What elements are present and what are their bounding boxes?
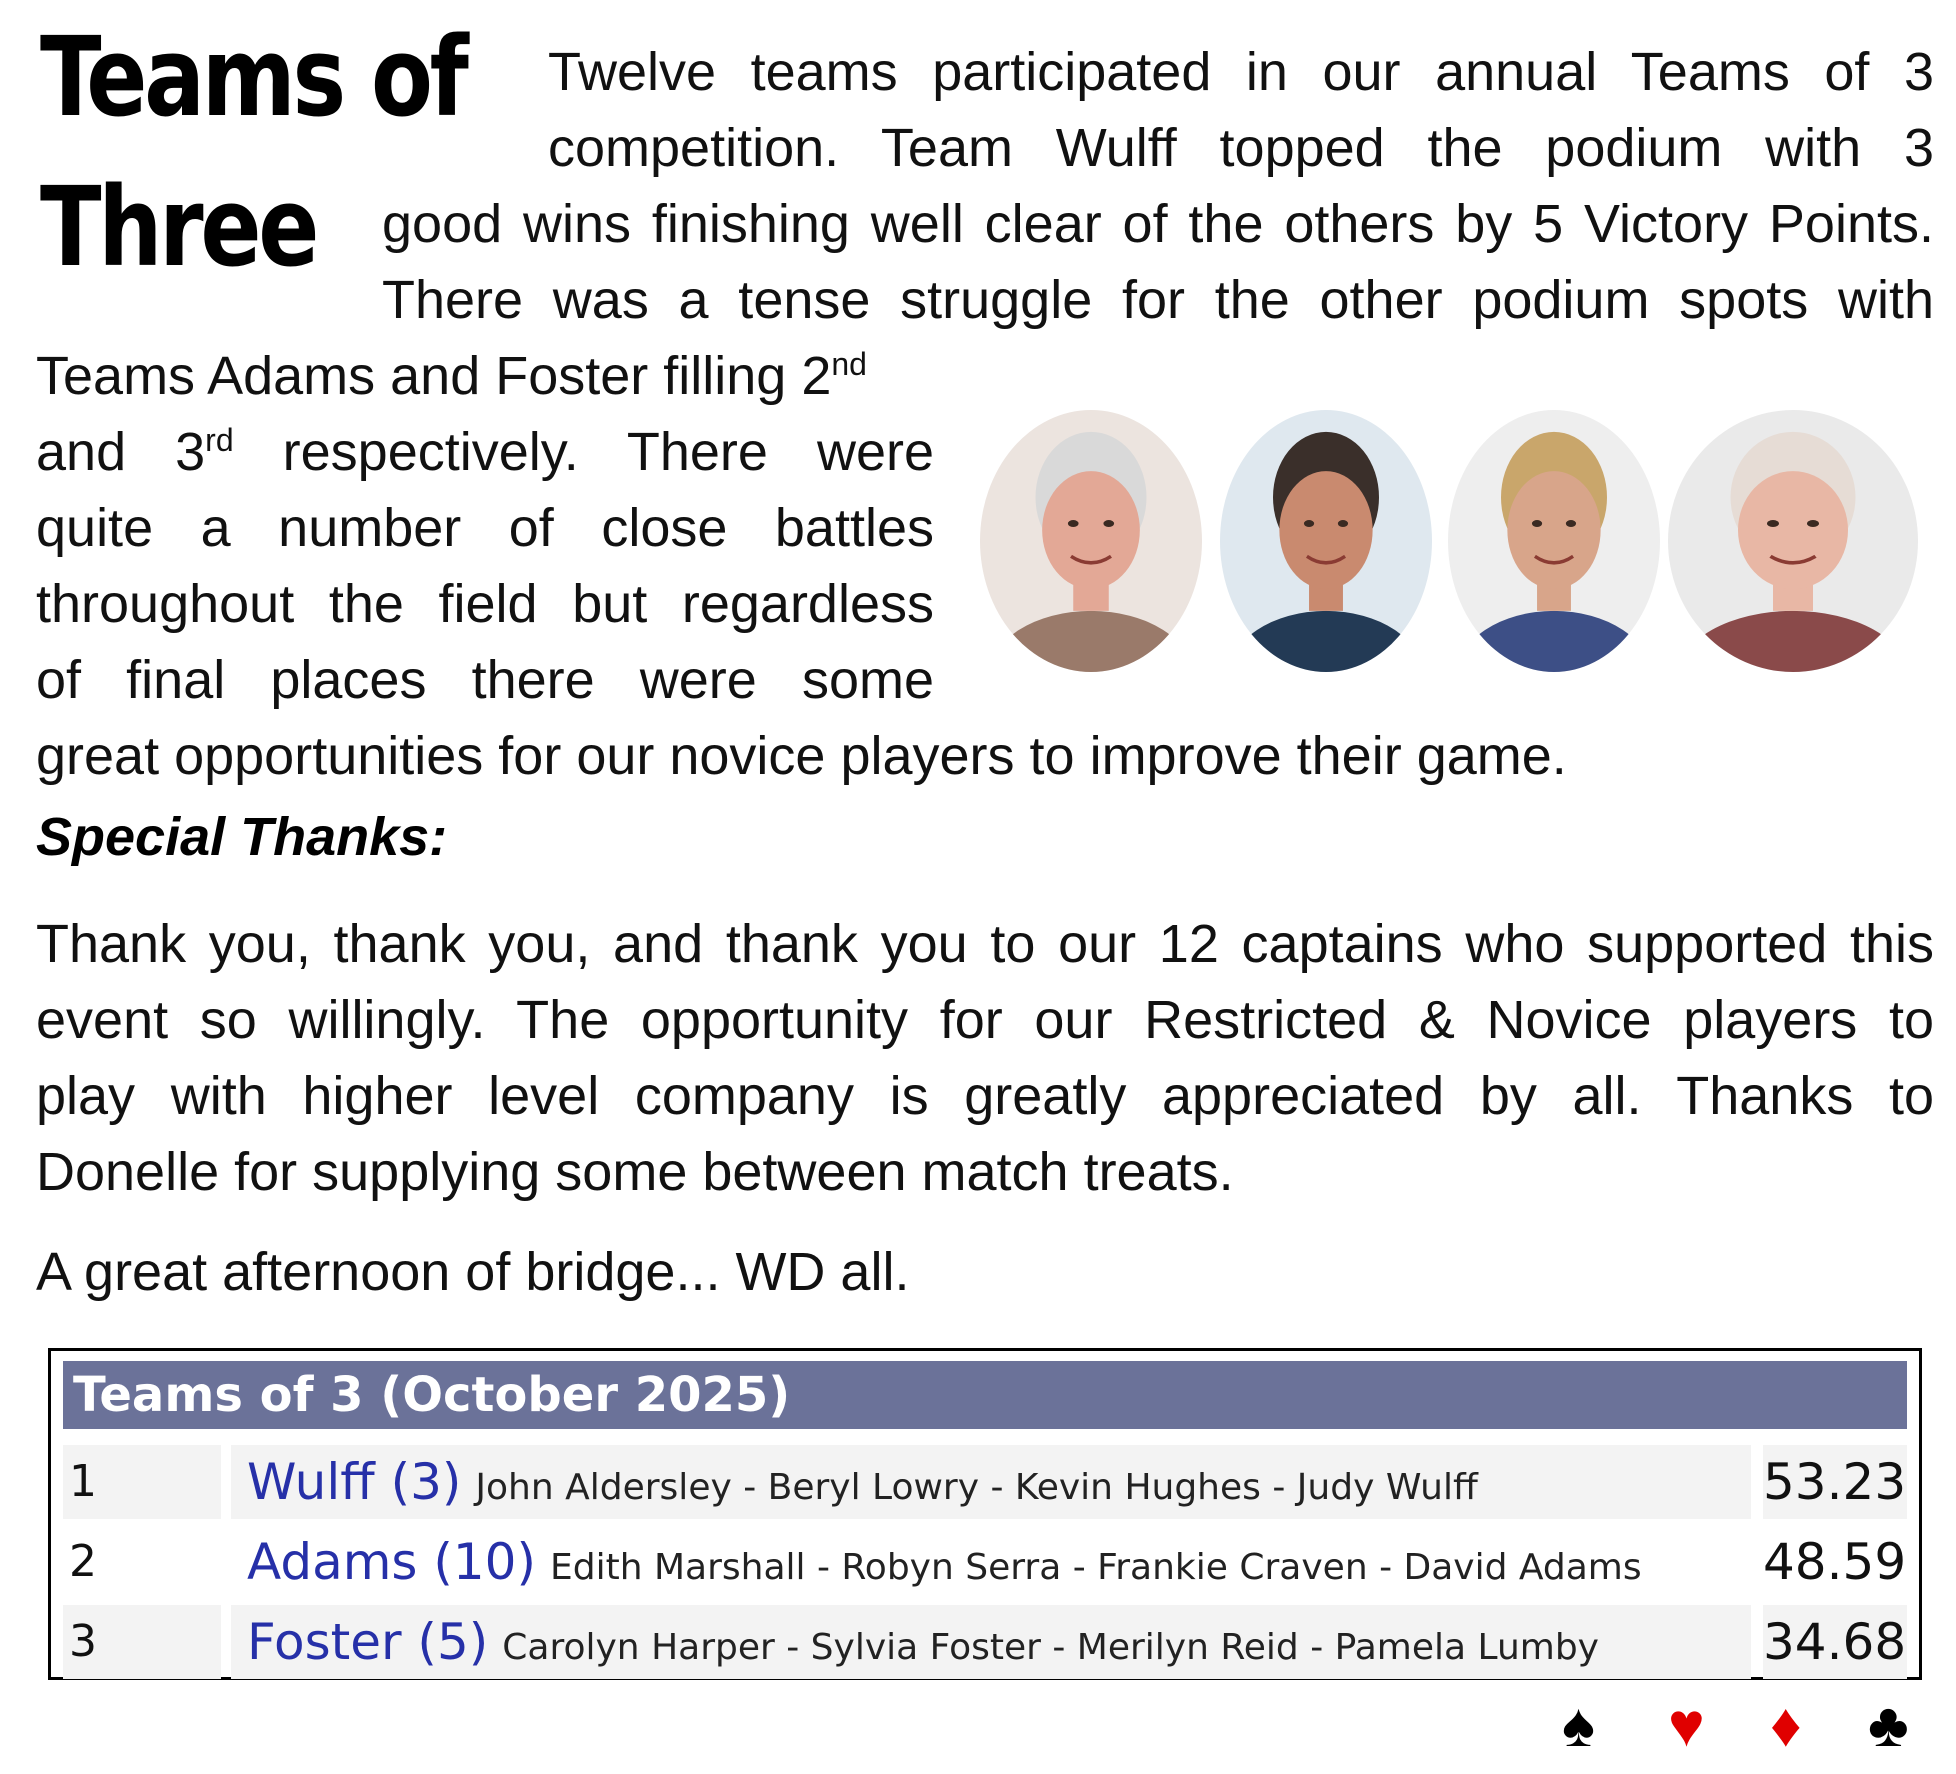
portrait-photo-1 <box>980 410 1202 672</box>
rank-cell: 2 <box>63 1525 221 1599</box>
team-members: John Aldersley - Beryl Lowry - Kevin Hughes - Judy Wulff <box>475 1467 1478 1508</box>
heart-icon: ♥ <box>1668 1691 1705 1760</box>
intro-text-wrap <box>36 414 934 490</box>
intro-line: There was a tense struggle for the other podium spots with <box>382 270 1934 330</box>
diamond-icon: ♦ <box>1770 1691 1802 1760</box>
intro-line: Twelve teams participated in our annual Teams of 3 <box>548 42 1934 102</box>
closing-line: A great afternoon of bridge... WD all. <box>36 1242 910 1302</box>
team-members: Carolyn Harper - Sylvia Foster - Merilyn Reid - Pamela Lumby <box>502 1627 1599 1668</box>
thanks-line: Thank you, thank you, and thank you to our 12 captains who supported this <box>36 914 1934 974</box>
score-cell: 34.68 <box>1763 1605 1907 1679</box>
portrait-1-illustration <box>980 410 1202 672</box>
rank-cell: 3 <box>63 1605 221 1679</box>
intro-text: respectively. There were <box>282 422 934 482</box>
team-cell <box>231 1605 1751 1679</box>
team-cell <box>231 1525 1751 1599</box>
team-link[interactable]: Wulff (3) <box>247 1453 462 1511</box>
intro-text: and 3 <box>36 422 206 482</box>
team-members: Edith Marshall - Robyn Serra - Frankie Craven - David Adams <box>550 1547 1642 1588</box>
portrait-photo-2 <box>1220 410 1432 672</box>
intro-line: quite a number of close battles <box>36 498 934 558</box>
portrait-2-illustration <box>1220 410 1432 672</box>
portrait-4-illustration <box>1668 410 1918 672</box>
table-row <box>63 1525 1907 1599</box>
thanks-line: play with higher level company is greatly appreciated by all. Thanks to <box>36 1066 1934 1126</box>
thanks-line: event so willingly. The opportunity for our Restricted & Novice players to <box>36 990 1934 1050</box>
portrait-photo-4 <box>1668 410 1918 672</box>
intro-line <box>36 414 934 490</box>
intro-line: competition. Team Wulff topped the podium with 3 <box>548 118 1934 178</box>
results-table-title: Teams of 3 (October 2025) <box>63 1361 1907 1429</box>
table-row <box>63 1605 1907 1679</box>
superscript-nd: nd <box>831 346 867 382</box>
intro-line: great opportunities for our novice players to improve their game. <box>36 726 1567 786</box>
intro-line: of final places there were some <box>36 650 934 710</box>
intro-line <box>36 338 867 414</box>
photo-row <box>980 410 1920 680</box>
club-icon: ♣ <box>1868 1691 1909 1760</box>
title-line-2: Three <box>40 163 317 291</box>
table-row <box>63 1445 1907 1519</box>
spade-icon: ♠ <box>1562 1691 1595 1760</box>
intro-line: throughout the field but regardless <box>36 574 934 634</box>
title-line-1: Teams of <box>40 13 466 141</box>
team-link[interactable]: Foster (5) <box>247 1613 489 1671</box>
portrait-3-illustration <box>1448 410 1660 672</box>
thanks-line: Donelle for supplying some between match treats. <box>36 1142 1234 1202</box>
rank-cell: 1 <box>63 1445 221 1519</box>
intro-text: Teams Adams and Foster filling 2 <box>36 346 832 406</box>
intro-line: good wins finishing well clear of the others by 5 Victory Points. <box>382 194 1934 254</box>
team-link[interactable]: Adams (10) <box>247 1533 536 1591</box>
team-cell <box>231 1445 1751 1519</box>
score-cell: 48.59 <box>1763 1525 1907 1599</box>
article-title <box>40 2 466 302</box>
superscript-rd: rd <box>205 422 234 458</box>
score-cell: 53.23 <box>1763 1445 1907 1519</box>
special-thanks-heading: Special Thanks: <box>36 807 448 867</box>
results-table <box>48 1348 1922 1680</box>
portrait-photo-3 <box>1448 410 1660 672</box>
